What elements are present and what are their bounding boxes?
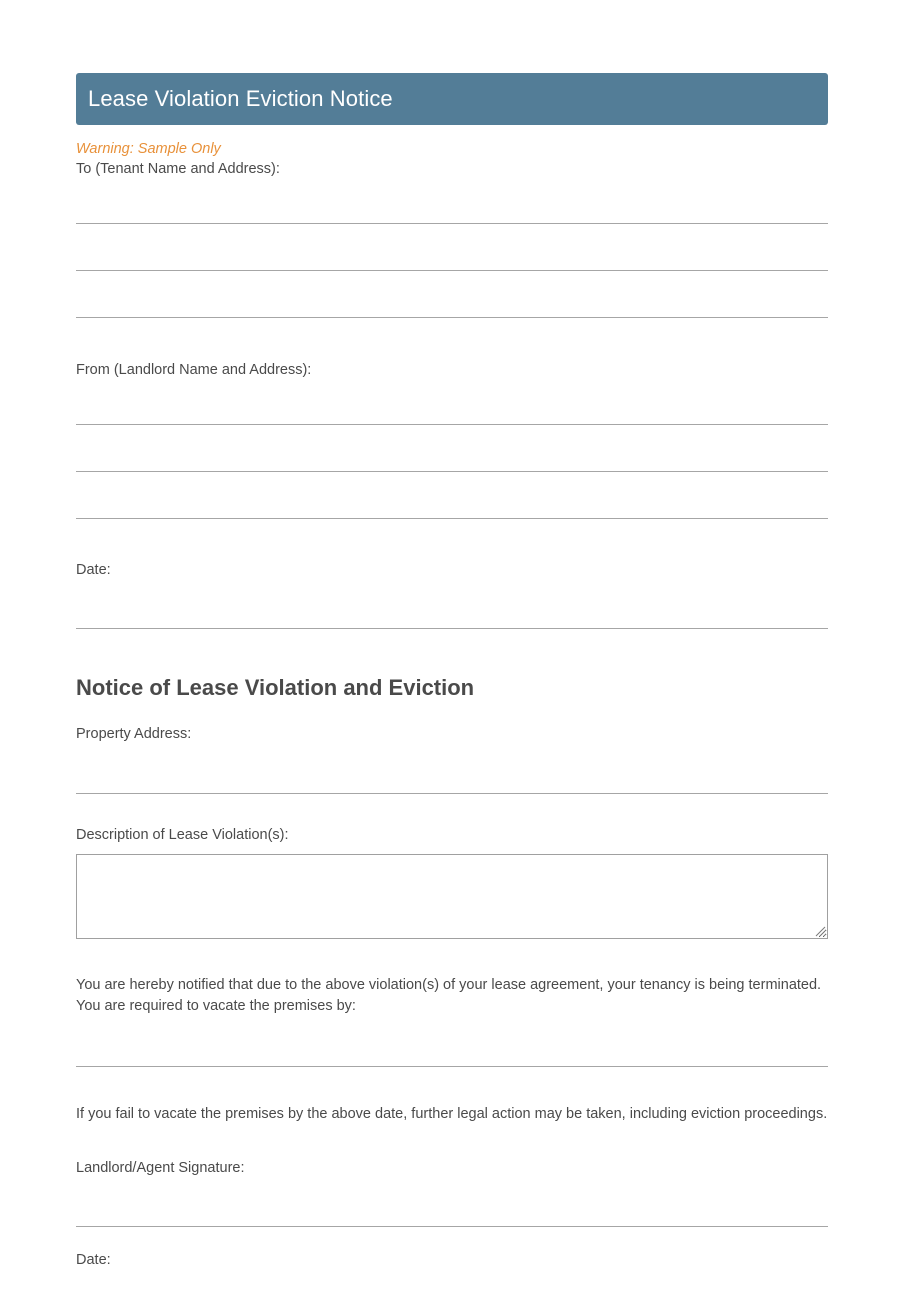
tenant-address-line-2-slot	[76, 224, 828, 271]
landlord-address-line-1-slot	[76, 379, 828, 425]
violation-description-label: Description of Lease Violation(s):	[76, 826, 289, 843]
landlord-address-label: From (Landlord Name and Address):	[76, 361, 312, 378]
tenant-address-line-3-slot	[76, 271, 828, 318]
violation-description-field-wrap	[76, 854, 828, 939]
document-content	[76, 0, 828, 1269]
landlord-signature-line[interactable]	[76, 1226, 828, 1227]
property-address-label: Property Address:	[76, 726, 192, 743]
signature-date-label: Date:	[76, 1251, 111, 1268]
tenant-address-label: To (Tenant Name and Address):	[76, 160, 280, 177]
termination-paragraph: You are hereby notified that due to the above violation(s) of your lease agreement, your tenancy is being terminated. You are required to vacate the premises by:	[76, 976, 822, 1014]
section-heading-notice: Notice of Lease Violation and Eviction	[76, 675, 475, 701]
landlord-signature-label: Landlord/Agent Signature:	[76, 1159, 245, 1176]
property-address-line[interactable]	[76, 793, 828, 794]
landlord-address-line-1[interactable]	[76, 424, 828, 425]
tenant-address-line-1[interactable]	[76, 223, 828, 224]
tenant-address-line-3[interactable]	[76, 317, 828, 318]
tenant-address-line-1-slot	[76, 178, 828, 224]
property-address-line-slot	[76, 744, 828, 794]
tenant-address-line-2[interactable]	[76, 270, 828, 271]
consequence-paragraph: If you fail to vacate the premises by the above date, further legal action may be taken, including eviction proceedings.	[76, 1105, 828, 1122]
landlord-address-line-3[interactable]	[76, 518, 828, 519]
landlord-address-line-2[interactable]	[76, 471, 828, 472]
violation-description-input[interactable]	[76, 854, 828, 939]
vacate-date-line[interactable]	[76, 1066, 828, 1067]
landlord-address-line-2-slot	[76, 425, 828, 472]
page-title: Lease Violation Eviction Notice	[88, 86, 393, 111]
notice-date-line-slot	[76, 579, 828, 629]
notice-date-line[interactable]	[76, 628, 828, 629]
vacate-date-line-slot	[76, 1017, 828, 1067]
notice-date-label: Date:	[76, 561, 111, 578]
sample-warning-text: Warning: Sample Only	[76, 141, 221, 157]
landlord-address-line-3-slot	[76, 472, 828, 519]
landlord-signature-line-slot	[76, 1177, 828, 1227]
document-title-bar	[76, 73, 828, 125]
